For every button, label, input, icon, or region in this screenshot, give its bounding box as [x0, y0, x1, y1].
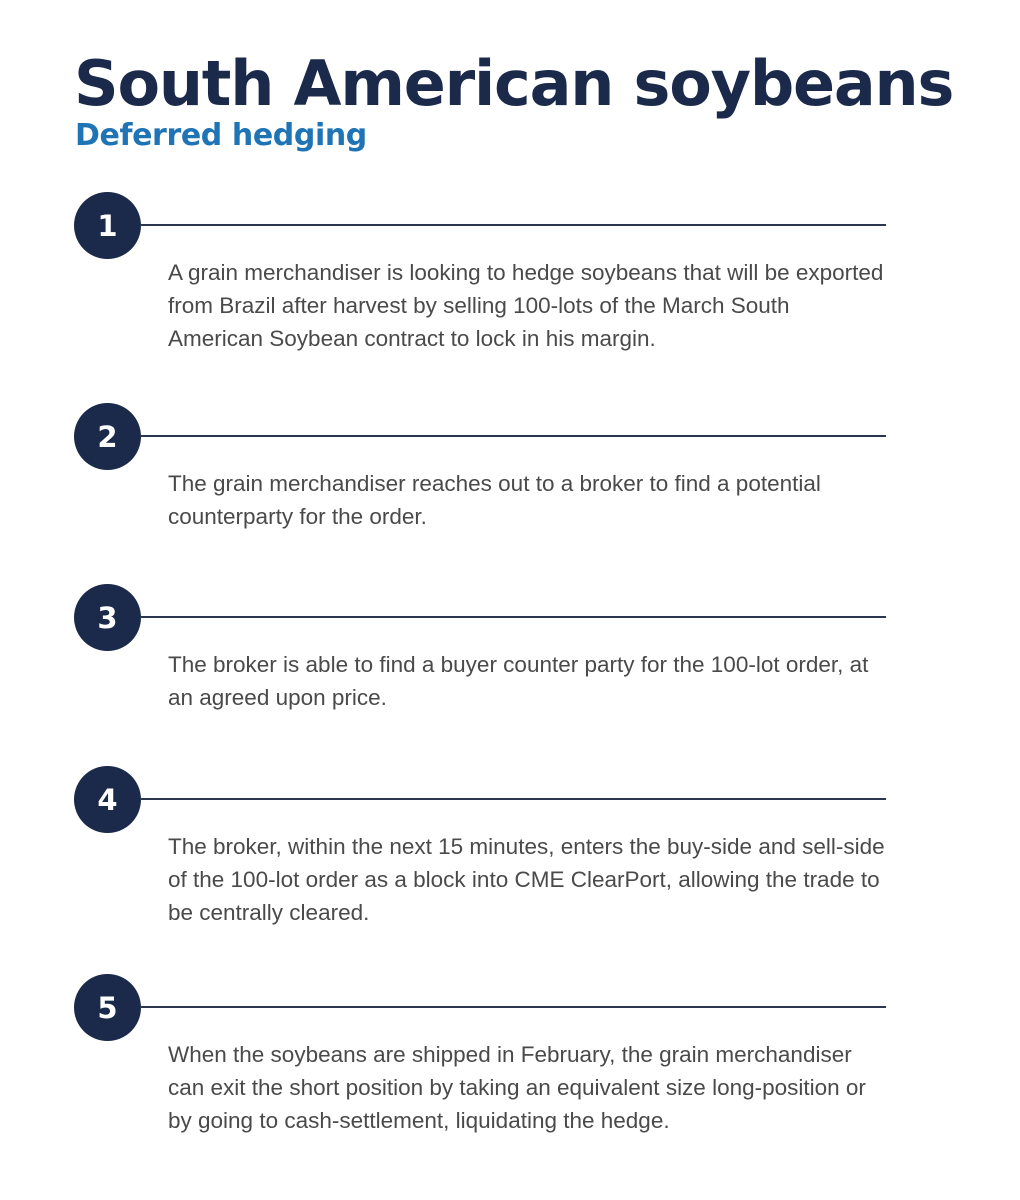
- step-divider: [140, 1006, 886, 1008]
- step-description: The broker is able to find a buyer counter party for the 100-lot order, at an agreed upon price.: [168, 652, 869, 710]
- step-number-badge: [74, 192, 141, 259]
- page-subtitle: Deferred hedging: [75, 118, 367, 153]
- step-number-badge: [74, 403, 141, 470]
- step-number: 4: [97, 782, 118, 817]
- step-number: 2: [97, 419, 118, 454]
- step-number: 1: [97, 208, 118, 243]
- step-divider: [140, 798, 886, 800]
- step-divider: [140, 435, 886, 437]
- step-description: The broker, within the next 15 minutes, enters the buy-side and sell-side of the 100-lot order as a block into CME ClearPort, allowing the trade to be centrally cleared.: [168, 834, 885, 925]
- step-description: A grain merchandiser is looking to hedge soybeans that will be exported from Brazil after harvest by selling 100-lots of the March South American Soybean contract to lock in his margin.: [168, 260, 884, 351]
- step-number-badge: [74, 584, 141, 651]
- step-divider: [140, 616, 886, 618]
- step-number-badge: [74, 766, 141, 833]
- page-title: South American soybeans: [74, 47, 954, 120]
- step-divider: [140, 224, 886, 226]
- step-number: 3: [97, 600, 118, 635]
- step-description: The grain merchandiser reaches out to a broker to find a potential counterparty for the order.: [168, 471, 821, 529]
- step-number-badge: [74, 974, 141, 1041]
- step-description: When the soybeans are shipped in February, the grain merchandiser can exit the short position by taking an equivalent size long-position or by going to cash-settlement, liquidating the hedge.: [168, 1042, 866, 1133]
- step-number: 5: [97, 990, 118, 1025]
